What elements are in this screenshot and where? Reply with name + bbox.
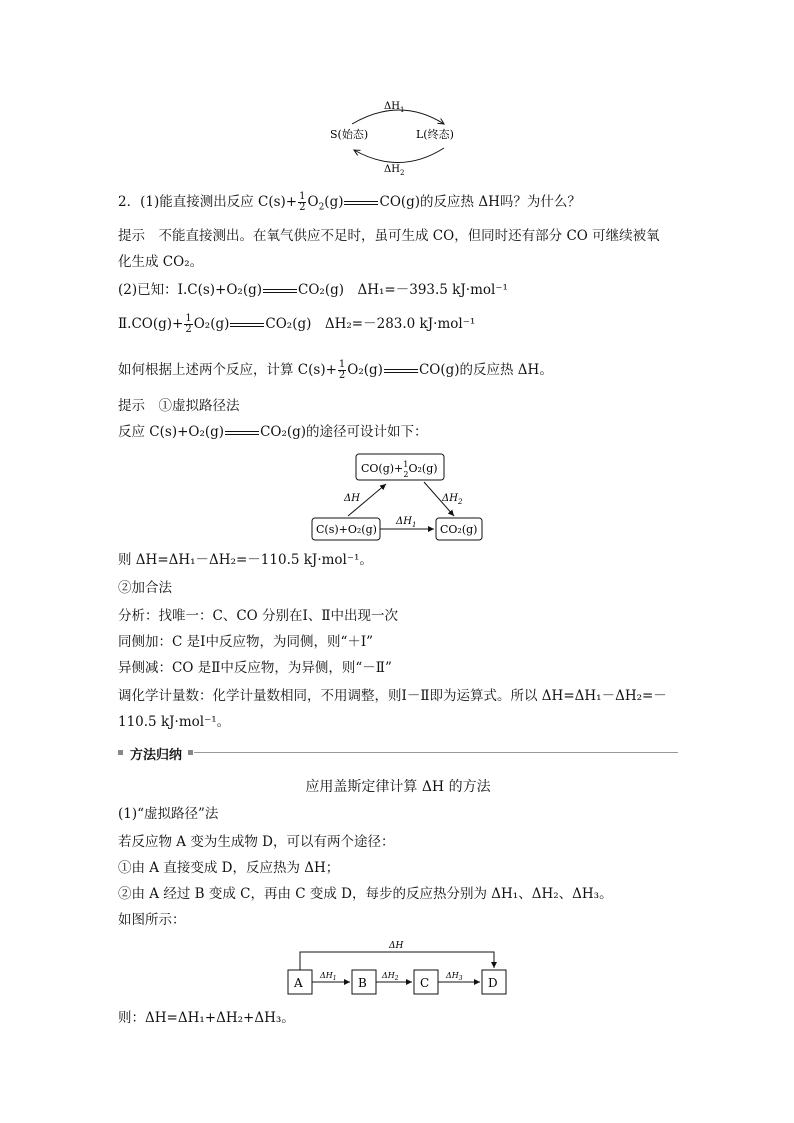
svg-text:ΔH2: $\Delta H_2$ <box>382 971 399 982</box>
add-method-line: ②加合法 <box>118 580 172 596</box>
q2-line: 2．(1)能直接测出反应 C(s)+ $\frac{1}{2}$ $O_2(g)$ CO(g)的反应热 ΔH吗？为什么？ <box>118 191 581 213</box>
svg-text:CO₂(g): CO₂(g) <box>440 523 478 536</box>
known-eq-1: (2)已知：Ⅰ.C(s)+O₂(g) CO₂(g) ΔH₁=－393.5 kJ·mol⁻¹ <box>118 282 508 298</box>
hint1-line-b: 化生成 CO₂。 <box>118 254 204 270</box>
svg-text:CO(g)+12O₂(g): CO(g)+$^1$ 2O₂(g) <box>361 460 438 479</box>
section-label: 方法归纳 <box>130 748 183 763</box>
svg-text:A: A <box>294 976 303 990</box>
method-line-5: 如图所示： <box>118 912 186 928</box>
same-side-line: 同侧加：C 是Ⅰ中反应物，为同侧，则“＋Ⅰ” <box>118 634 374 650</box>
svg-text:ΔH1: $\Delta H_1$ <box>320 971 337 982</box>
top-delta-h: $\Delta H_1$ <box>384 101 405 114</box>
method-title: 应用盖斯定律计算 ΔH 的方法 <box>305 779 491 795</box>
ask-line: 如何根据上述两个反应，计算 C(s)+ $\frac{1}{2}$ O₂(g) CO(g)的反应热 ΔH。 <box>118 359 553 381</box>
svg-text:ΔH2: $\Delta H_2$ <box>442 493 463 506</box>
svg-text:ΔH: ΔH <box>389 941 404 951</box>
svg-text:ΔH1: $\Delta H_1$ <box>396 516 417 529</box>
svg-text:C: C <box>420 976 430 990</box>
known-eq-2: Ⅱ.CO(g)+ $\frac{1}{2}$ O₂(g) CO₂(g) ΔH₂=－283.0 kJ·mol⁻¹ <box>118 313 476 335</box>
svg-text:ΔH: ΔH <box>344 493 360 504</box>
adjust-line-a: 调化学计量数：化学计量数相同，不用调整，则Ⅰ－Ⅱ即为运算式。所以 ΔH=ΔH₁－ΔH₂=－ <box>118 688 667 704</box>
svg-text:B: B <box>358 976 367 990</box>
method-line-1: (1)“虚拟路径”法 <box>118 806 219 822</box>
upper-arrow <box>352 110 444 124</box>
svg-text:C(s)+O₂(g): C(s)+O₂(g) <box>316 523 377 536</box>
node-l: L(终态) <box>416 128 454 141</box>
diagram-state-cycle <box>320 90 480 182</box>
method-line-2: 若反应物 A 变为生成物 D，可以有两个途径： <box>118 834 395 850</box>
diagram-virtual-path <box>308 450 488 545</box>
arrow-a-to-d <box>300 952 494 970</box>
diagram-abcd <box>282 936 514 1000</box>
node-s: S(始态) <box>330 128 369 141</box>
bottom-delta-h: $\Delta H_2$ <box>384 164 405 177</box>
path-line: 反应 C(s)+O₂(g) CO₂(g)的途径可设计如下： <box>118 424 428 440</box>
section-header <box>118 745 678 761</box>
adjust-line-b: 110.5 kJ·mol⁻¹。 <box>118 714 231 730</box>
method-line-6: 则：ΔH=ΔH₁+ΔH₂+ΔH₃。 <box>118 1010 295 1026</box>
method-line-4: ②由 A 经过 B 变成 C，再由 C 变成 D，每步的反应热分别为 ΔH₁、ΔH₂、ΔH₃。 <box>118 886 613 902</box>
svg-text:D: D <box>488 976 498 990</box>
method-line-3: ①由 A 直接变成 D，反应热为 ΔH； <box>118 860 340 876</box>
lower-arrow <box>354 148 444 163</box>
svg-text:ΔH3: $\Delta H_3$ <box>446 971 463 982</box>
diff-side-line: 异侧减：CO 是Ⅱ中反应物，为异侧，则“－Ⅱ” <box>118 660 392 676</box>
hint2-line: 提示 ①虚拟路径法 <box>118 398 240 414</box>
analysis-line: 分析：找唯一：C、CO 分别在Ⅰ、Ⅱ中出现一次 <box>118 608 399 624</box>
hint1-line-a: 提示 不能直接测出。在氧气供应不足时，虽可生成 CO，但同时还有部分 CO 可继续被氧 <box>118 228 660 244</box>
result-line: 则 ΔH=ΔH₁－ΔH₂=－110.5 kJ·mol⁻¹。 <box>118 552 373 568</box>
